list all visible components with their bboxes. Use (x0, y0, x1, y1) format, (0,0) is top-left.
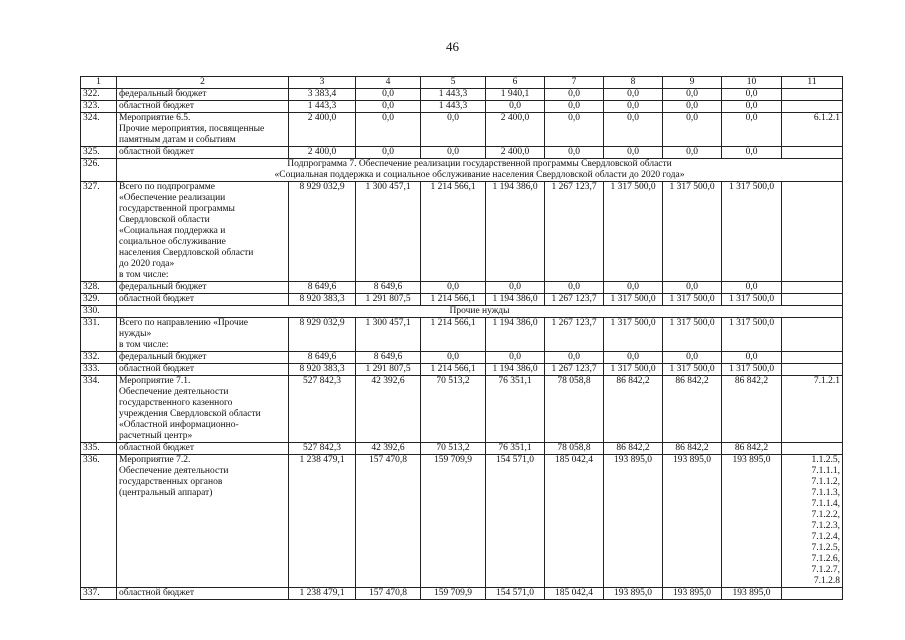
value-cell: 1 214 566,1 (421, 318, 486, 352)
value-cell: 2 400,0 (289, 147, 356, 159)
value-cell: 0,0 (356, 113, 421, 147)
value-cell: 1 300 457,1 (356, 182, 421, 282)
value-cell: 0,0 (486, 282, 545, 294)
value-cell: 1 317 500,0 (604, 182, 663, 282)
value-cell: 8 920 383,3 (289, 364, 356, 376)
value-cell: 70 513,2 (421, 376, 486, 443)
text-line: 7.1.1.3, (811, 488, 840, 498)
target-code (782, 147, 843, 159)
row-number: 324. (81, 113, 117, 147)
row-number: 337. (81, 588, 117, 600)
value-cell: 1 317 500,0 (663, 318, 722, 352)
target-code (782, 443, 843, 455)
target-code (782, 318, 843, 352)
value-cell: 0,0 (663, 147, 722, 159)
text-line: памятным датам и событиям (119, 135, 236, 145)
value-cell: 1 317 500,0 (722, 294, 782, 306)
value-cell: 76 351,1 (486, 443, 545, 455)
text-line: «Обеспечение реализации (119, 193, 226, 203)
column-header-6: 6 (486, 77, 545, 89)
value-cell: 193 895,0 (663, 455, 722, 588)
text-line: областной бюджет (119, 294, 195, 304)
value-cell: 0,0 (545, 352, 604, 364)
target-code (782, 113, 843, 147)
table-row (81, 282, 843, 294)
value-cell: 193 895,0 (604, 588, 663, 600)
item-name (117, 101, 289, 113)
text-line: Прочие мероприятия, посвященные (119, 124, 265, 134)
value-cell: 1 267 123,7 (545, 318, 604, 352)
value-cell: 0,0 (356, 89, 421, 101)
column-header-1: 1 (81, 77, 117, 89)
text-line: 1.1.2.5, (811, 455, 840, 465)
text-line: 7.1.1.2, (811, 477, 840, 487)
section-row (81, 306, 843, 318)
table-row (81, 455, 843, 588)
text-line: 7.1.2.4, (811, 532, 840, 542)
table-row (81, 376, 843, 443)
value-cell: 42 392,6 (356, 443, 421, 455)
value-cell: 0,0 (604, 89, 663, 101)
value-cell: 1 443,3 (289, 101, 356, 113)
value-cell: 0,0 (722, 282, 782, 294)
target-code (782, 455, 843, 588)
text-line: Обеспечение деятельности (119, 466, 229, 476)
text-line: Свердловской области (119, 215, 210, 225)
value-cell: 8 649,6 (356, 352, 421, 364)
row-number: 336. (81, 455, 117, 588)
value-cell: 42 392,6 (356, 376, 421, 443)
value-cell: 86 842,2 (604, 376, 663, 443)
value-cell: 0,0 (356, 101, 421, 113)
value-cell: 1 214 566,1 (421, 182, 486, 282)
value-cell: 1 443,3 (421, 101, 486, 113)
value-cell: 78 058,8 (545, 376, 604, 443)
text-line: «Социальная поддержка и (119, 226, 226, 236)
column-header-3: 3 (289, 77, 356, 89)
value-cell: 1 194 386,0 (486, 318, 545, 352)
value-cell: 1 194 386,0 (486, 182, 545, 282)
value-cell: 8 649,6 (356, 282, 421, 294)
table-row (81, 364, 843, 376)
text-line: до 2020 года» (119, 259, 175, 269)
value-cell: 2 400,0 (289, 113, 356, 147)
item-name (117, 113, 289, 147)
table-row (81, 318, 843, 352)
value-cell: 1 214 566,1 (421, 294, 486, 306)
value-cell: 1 317 500,0 (722, 182, 782, 282)
value-cell: 0,0 (486, 101, 545, 113)
column-header-4: 4 (356, 77, 421, 89)
text-line: областной бюджет (119, 147, 195, 157)
text-line: в том числе: (119, 340, 169, 350)
value-cell: 1 267 123,7 (545, 182, 604, 282)
text-line: Всего по подпрограмме (119, 182, 215, 192)
value-cell: 0,0 (545, 101, 604, 113)
value-cell: 0,0 (604, 113, 663, 147)
row-number: 335. (81, 443, 117, 455)
value-cell: 1 317 500,0 (663, 364, 722, 376)
table-row (81, 89, 843, 101)
value-cell: 0,0 (421, 352, 486, 364)
row-number: 326. (81, 159, 117, 182)
text-line: 7.1.2.7, (811, 565, 840, 575)
value-cell: 8 929 032,9 (289, 318, 356, 352)
text-line: (центральный аппарат) (119, 488, 213, 498)
text-line: «Социальная поддержка и социальное обслуживание населения Свердловской области до 2020 года» (274, 170, 685, 180)
budget-table (80, 76, 843, 600)
value-cell: 1 317 500,0 (663, 182, 722, 282)
text-line: Мероприятие 6.5. (119, 113, 191, 123)
value-cell: 193 895,0 (604, 455, 663, 588)
column-header-10: 10 (722, 77, 782, 89)
value-cell: 78 058,8 (545, 443, 604, 455)
value-cell: 1 214 566,1 (421, 364, 486, 376)
value-cell: 159 709,9 (421, 588, 486, 600)
item-name (117, 318, 289, 352)
row-number: 333. (81, 364, 117, 376)
table-row (81, 147, 843, 159)
value-cell: 1 267 123,7 (545, 294, 604, 306)
value-cell: 2 400,0 (486, 147, 545, 159)
table-row (81, 352, 843, 364)
column-header-2: 2 (117, 77, 289, 89)
text-line: в том числе: (119, 270, 169, 280)
text-line: областной бюджет (119, 364, 195, 374)
text-line: федеральный бюджет (119, 352, 207, 362)
value-cell: 0,0 (663, 282, 722, 294)
text-line: Обеспечение деятельности (119, 387, 229, 397)
column-header-7: 7 (545, 77, 604, 89)
item-name (117, 182, 289, 282)
value-cell: 0,0 (421, 282, 486, 294)
target-code (782, 364, 843, 376)
value-cell: 8 929 032,9 (289, 182, 356, 282)
text-line: 7.1.2.5, (811, 543, 840, 553)
value-cell: 0,0 (663, 113, 722, 147)
target-code (782, 89, 843, 101)
value-cell: 185 042,4 (545, 588, 604, 600)
value-cell: 1 317 500,0 (604, 364, 663, 376)
value-cell: 86 842,2 (604, 443, 663, 455)
value-cell: 70 513,2 (421, 443, 486, 455)
value-cell: 1 300 457,1 (356, 318, 421, 352)
value-cell: 8 649,6 (289, 352, 356, 364)
value-cell: 154 571,0 (486, 455, 545, 588)
section-title (117, 306, 843, 318)
item-name (117, 352, 289, 364)
column-header-9: 9 (663, 77, 722, 89)
text-line: населения Свердловской области (119, 248, 254, 258)
value-cell: 0,0 (545, 89, 604, 101)
text-line: социальное обслуживание (119, 237, 226, 247)
value-cell: 0,0 (663, 101, 722, 113)
target-code (782, 588, 843, 600)
value-cell: 157 470,8 (356, 455, 421, 588)
target-code (782, 376, 843, 443)
row-number: 322. (81, 89, 117, 101)
text-line: федеральный бюджет (119, 89, 207, 99)
value-cell: 0,0 (604, 352, 663, 364)
target-code (782, 101, 843, 113)
text-line: государственной программы (119, 204, 235, 214)
value-cell: 1 317 500,0 (722, 318, 782, 352)
row-number: 331. (81, 318, 117, 352)
value-cell: 86 842,2 (663, 376, 722, 443)
value-cell: 1 317 500,0 (604, 318, 663, 352)
value-cell: 159 709,9 (421, 455, 486, 588)
item-name (117, 455, 289, 588)
value-cell: 185 042,4 (545, 455, 604, 588)
target-code (782, 182, 843, 282)
text-line: «Областной информационно- (119, 420, 239, 430)
value-cell: 1 267 123,7 (545, 364, 604, 376)
value-cell: 1 291 807,5 (356, 294, 421, 306)
row-number: 330. (81, 306, 117, 318)
value-cell: 76 351,1 (486, 376, 545, 443)
table-row (81, 443, 843, 455)
value-cell: 154 571,0 (486, 588, 545, 600)
value-cell: 1 291 807,5 (356, 364, 421, 376)
item-name (117, 364, 289, 376)
value-cell: 8 920 383,3 (289, 294, 356, 306)
text-line: государственного казенного (119, 398, 233, 408)
text-line: 7.1.2.8 (813, 576, 840, 586)
section-row (81, 159, 843, 182)
value-cell: 3 383,4 (289, 89, 356, 101)
text-line: 7.1.2.6, (811, 554, 840, 564)
text-line: 6.1.2.1 (813, 113, 840, 123)
target-code (782, 294, 843, 306)
value-cell: 0,0 (545, 147, 604, 159)
value-cell: 8 649,6 (289, 282, 356, 294)
value-cell: 193 895,0 (663, 588, 722, 600)
row-number: 327. (81, 182, 117, 282)
column-header-11: 11 (782, 77, 843, 89)
table-row (81, 588, 843, 600)
value-cell: 0,0 (722, 101, 782, 113)
column-header-5: 5 (421, 77, 486, 89)
text-line: нужды» (119, 329, 152, 339)
row-number: 325. (81, 147, 117, 159)
row-number: 332. (81, 352, 117, 364)
value-cell: 0,0 (722, 352, 782, 364)
value-cell: 0,0 (545, 113, 604, 147)
value-cell: 1 317 500,0 (604, 294, 663, 306)
item-name (117, 588, 289, 600)
value-cell: 0,0 (421, 113, 486, 147)
item-name (117, 282, 289, 294)
text-line: 7.1.1.4, (811, 499, 840, 509)
value-cell: 0,0 (722, 147, 782, 159)
value-cell: 1 317 500,0 (663, 294, 722, 306)
value-cell: 86 842,2 (663, 443, 722, 455)
value-cell: 2 400,0 (486, 113, 545, 147)
table-row (81, 101, 843, 113)
value-cell: 1 940,1 (486, 89, 545, 101)
value-cell: 1 238 479,1 (289, 588, 356, 600)
table-body (81, 89, 843, 600)
item-name (117, 294, 289, 306)
value-cell: 1 317 500,0 (722, 364, 782, 376)
value-cell: 1 238 479,1 (289, 455, 356, 588)
text-line: федеральный бюджет (119, 282, 207, 292)
text-line: областной бюджет (119, 588, 195, 598)
value-cell: 1 194 386,0 (486, 294, 545, 306)
text-line: Мероприятие 7.1. (119, 376, 191, 386)
item-name (117, 376, 289, 443)
value-cell: 0,0 (604, 282, 663, 294)
page-number: 46 (446, 39, 459, 54)
text-line: областной бюджет (119, 443, 195, 453)
value-cell: 86 842,2 (722, 376, 782, 443)
text-line: областной бюджет (119, 101, 195, 111)
value-cell: 193 895,0 (722, 588, 782, 600)
value-cell: 0,0 (663, 352, 722, 364)
text-line: 7.1.2.3, (811, 521, 840, 531)
table-row (81, 294, 843, 306)
text-line: 7.1.2.2, (811, 510, 840, 520)
text-line: расчетный центр» (119, 431, 193, 441)
item-name (117, 89, 289, 101)
text-line: Мероприятие 7.2. (119, 455, 191, 465)
text-line: Подпрограмма 7. Обеспечение реализации государственной программы Свердловской области (287, 159, 672, 169)
value-cell: 0,0 (486, 352, 545, 364)
value-cell: 157 470,8 (356, 588, 421, 600)
value-cell: 0,0 (722, 113, 782, 147)
value-cell: 86 842,2 (722, 443, 782, 455)
value-cell: 0,0 (604, 101, 663, 113)
value-cell: 0,0 (604, 147, 663, 159)
text-line: Прочие нужды (449, 306, 510, 316)
section-title (117, 159, 843, 182)
value-cell: 0,0 (545, 282, 604, 294)
value-cell: 0,0 (421, 147, 486, 159)
value-cell: 527 842,3 (289, 443, 356, 455)
target-code (782, 282, 843, 294)
value-cell: 193 895,0 (722, 455, 782, 588)
text-line: государственных органов (119, 477, 223, 487)
target-code (782, 352, 843, 364)
table-header-row (81, 77, 843, 89)
item-name (117, 443, 289, 455)
value-cell: 0,0 (356, 147, 421, 159)
row-number: 334. (81, 376, 117, 443)
text-line: Всего по направлению «Прочие (119, 318, 249, 328)
value-cell: 0,0 (722, 89, 782, 101)
column-header-8: 8 (604, 77, 663, 89)
row-number: 323. (81, 101, 117, 113)
value-cell: 1 443,3 (421, 89, 486, 101)
item-name (117, 147, 289, 159)
value-cell: 527 842,3 (289, 376, 356, 443)
text-line: учреждения Свердловской области (119, 409, 261, 419)
table-row (81, 182, 843, 282)
value-cell: 0,0 (663, 89, 722, 101)
row-number: 329. (81, 294, 117, 306)
table-row (81, 113, 843, 147)
text-line: 7.1.2.1 (813, 376, 840, 386)
text-line: 7.1.1.1, (811, 466, 840, 476)
row-number: 328. (81, 282, 117, 294)
value-cell: 1 194 386,0 (486, 364, 545, 376)
